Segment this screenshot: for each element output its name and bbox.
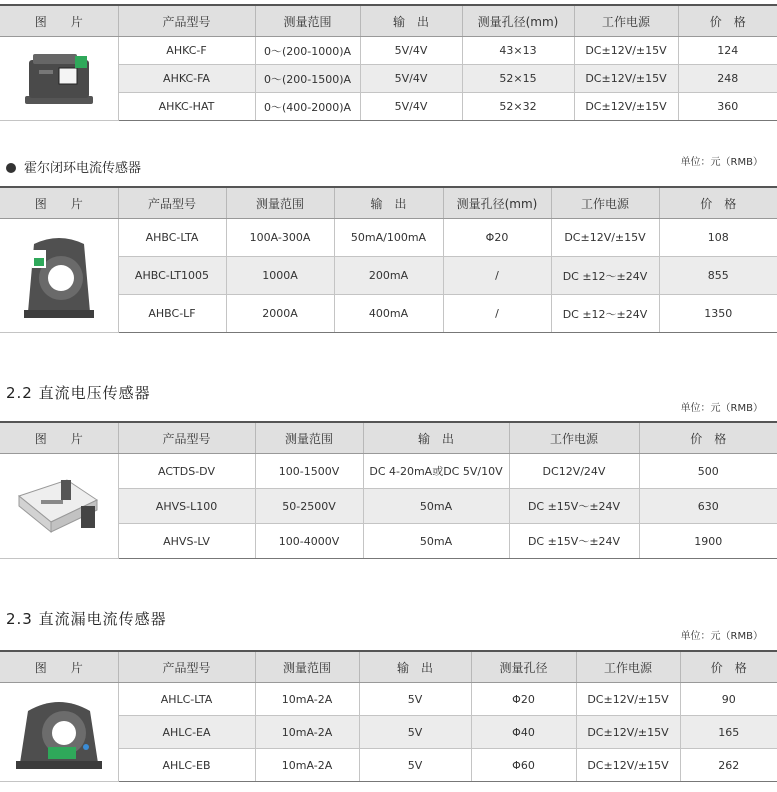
cell-range: 10mA-2A (255, 716, 359, 749)
leakage-sensor-image (14, 689, 104, 775)
header-power: 工作电源 (574, 5, 678, 37)
cell-output: 5V/4V (360, 93, 462, 121)
cell-price: 630 (639, 489, 777, 524)
cell-model: AHKC-F (118, 37, 255, 65)
cell-range: 100-1500V (255, 454, 363, 489)
header-model: 产品型号 (118, 651, 255, 683)
cell-aperture: Φ60 (471, 749, 576, 782)
table-header-row (0, 422, 777, 454)
cell-output: 50mA/100mA (334, 219, 443, 257)
unit-label: 单位：元（RMB） (680, 631, 763, 642)
cell-output: 5V (359, 683, 471, 716)
cell-output: 5V/4V (360, 65, 462, 93)
cell-output: DC 4-20mA或DC 5V/10V (363, 454, 509, 489)
cell-price: 855 (659, 257, 777, 295)
cell-model: AHLC-EA (118, 716, 255, 749)
cell-output: 200mA (334, 257, 443, 295)
header-output: 输 出 (334, 187, 443, 219)
cell-model: AHBC-LTA (118, 219, 226, 257)
header-price: 价 格 (659, 187, 777, 219)
header-range: 测量范围 (255, 5, 360, 37)
cell-output: 5V/4V (360, 37, 462, 65)
cell-aperture: 52×15 (462, 65, 574, 93)
product-image-cell (0, 37, 118, 121)
header-power: 工作电源 (576, 651, 680, 683)
header-model: 产品型号 (118, 5, 255, 37)
cell-power: DC±12V/±15V (576, 716, 680, 749)
header-aperture: 测量孔径 (471, 651, 576, 683)
cell-range: 100-4000V (255, 524, 363, 559)
cell-price: 248 (678, 65, 777, 93)
section-closed-loop-title: 霍尔闭环电流传感器 (6, 157, 141, 176)
cell-model: AHBC-LT1005 (118, 257, 226, 295)
cell-aperture: 52×32 (462, 93, 574, 121)
table-dc-leakage (0, 650, 777, 782)
cell-price: 124 (678, 37, 777, 65)
cell-range: 0～(400-2000)A (255, 93, 360, 121)
section-dc-voltage-title: 2.2 直流电压传感器 (6, 384, 151, 402)
bullet-dot-icon (6, 163, 16, 173)
cell-power: DC12V/24V (509, 454, 639, 489)
cell-aperture: Φ40 (471, 716, 576, 749)
cell-range: 0～(200-1500)A (255, 65, 360, 93)
cell-price: 90 (680, 683, 777, 716)
table-open-loop-current (0, 4, 777, 121)
cell-output: 50mA (363, 489, 509, 524)
cell-aperture: Φ20 (443, 219, 551, 257)
cell-model: AHLC-EB (118, 749, 255, 782)
table-row (0, 683, 777, 716)
header-price: 价 格 (639, 422, 777, 454)
table-2-block (0, 186, 777, 333)
cell-power: DC ±15V～±24V (509, 524, 639, 559)
cell-power: DC ±15V～±24V (509, 489, 639, 524)
cell-price: 360 (678, 93, 777, 121)
cell-model: AHBC-LF (118, 295, 226, 333)
header-image: 图 片 (0, 187, 118, 219)
cell-model: AHVS-L100 (118, 489, 255, 524)
cell-price: 500 (639, 454, 777, 489)
cell-aperture: / (443, 257, 551, 295)
cell-range: 0～(200-1000)A (255, 37, 360, 65)
header-price: 价 格 (678, 5, 777, 37)
table-header-row (0, 187, 777, 219)
table-dc-voltage (0, 421, 777, 559)
cell-price: 1900 (639, 524, 777, 559)
cell-price: 262 (680, 749, 777, 782)
cell-model: AHKC-FA (118, 65, 255, 93)
cell-power: DC ±12～±24V (551, 295, 659, 333)
cell-range: 10mA-2A (255, 683, 359, 716)
cell-model: AHLC-LTA (118, 683, 255, 716)
unit-label: 单位：元（RMB） (680, 403, 763, 414)
cell-range: 50-2500V (255, 489, 363, 524)
header-output: 输 出 (359, 651, 471, 683)
cell-aperture: / (443, 295, 551, 333)
table-closed-loop-current (0, 186, 777, 333)
header-output: 输 出 (360, 5, 462, 37)
table-header-row (0, 5, 777, 37)
cell-power: DC±12V/±15V (576, 749, 680, 782)
header-range: 测量范围 (255, 651, 359, 683)
header-range: 测量范围 (255, 422, 363, 454)
header-power: 工作电源 (509, 422, 639, 454)
cell-output: 400mA (334, 295, 443, 333)
header-aperture: 测量孔径(mm) (462, 5, 574, 37)
product-image-cell (0, 219, 118, 333)
table-1-block (0, 4, 777, 121)
cell-model: AHKC-HAT (118, 93, 255, 121)
table-row (0, 454, 777, 489)
header-model: 产品型号 (118, 422, 255, 454)
cell-power: DC±12V/±15V (576, 683, 680, 716)
cell-output: 5V (359, 716, 471, 749)
cell-power: DC±12V/±15V (574, 37, 678, 65)
cell-range: 1000A (226, 257, 334, 295)
table-header-row (0, 651, 777, 683)
cell-price: 1350 (659, 295, 777, 333)
table-row (0, 37, 777, 65)
open-loop-sensor-image (19, 46, 99, 112)
dc-voltage-sensor-image (11, 466, 107, 546)
cell-aperture: Φ20 (471, 683, 576, 716)
header-power: 工作电源 (551, 187, 659, 219)
closed-loop-sensor-image (20, 228, 98, 324)
table-3-block (0, 421, 777, 559)
header-aperture: 测量孔径(mm) (443, 187, 551, 219)
header-image: 图 片 (0, 422, 118, 454)
cell-output: 50mA (363, 524, 509, 559)
unit-label: 单位：元（RMB） (680, 157, 763, 168)
table-4-block (0, 650, 777, 782)
header-image: 图 片 (0, 651, 118, 683)
section-dc-leakage-title: 2.3 直流漏电流传感器 (6, 610, 167, 628)
cell-power: DC±12V/±15V (574, 93, 678, 121)
product-image-cell (0, 683, 118, 782)
cell-power: DC±12V/±15V (574, 65, 678, 93)
cell-aperture: 43×13 (462, 37, 574, 65)
cell-range: 10mA-2A (255, 749, 359, 782)
cell-power: DC ±12～±24V (551, 257, 659, 295)
header-range: 测量范围 (226, 187, 334, 219)
header-model: 产品型号 (118, 187, 226, 219)
header-image: 图 片 (0, 5, 118, 37)
cell-power: DC±12V/±15V (551, 219, 659, 257)
cell-range: 2000A (226, 295, 334, 333)
cell-model: ACTDS-DV (118, 454, 255, 489)
header-price: 价 格 (680, 651, 777, 683)
cell-model: AHVS-LV (118, 524, 255, 559)
cell-price: 108 (659, 219, 777, 257)
cell-price: 165 (680, 716, 777, 749)
cell-range: 100A-300A (226, 219, 334, 257)
table-row (0, 219, 777, 257)
cell-output: 5V (359, 749, 471, 782)
product-image-cell (0, 454, 118, 559)
header-output: 输 出 (363, 422, 509, 454)
